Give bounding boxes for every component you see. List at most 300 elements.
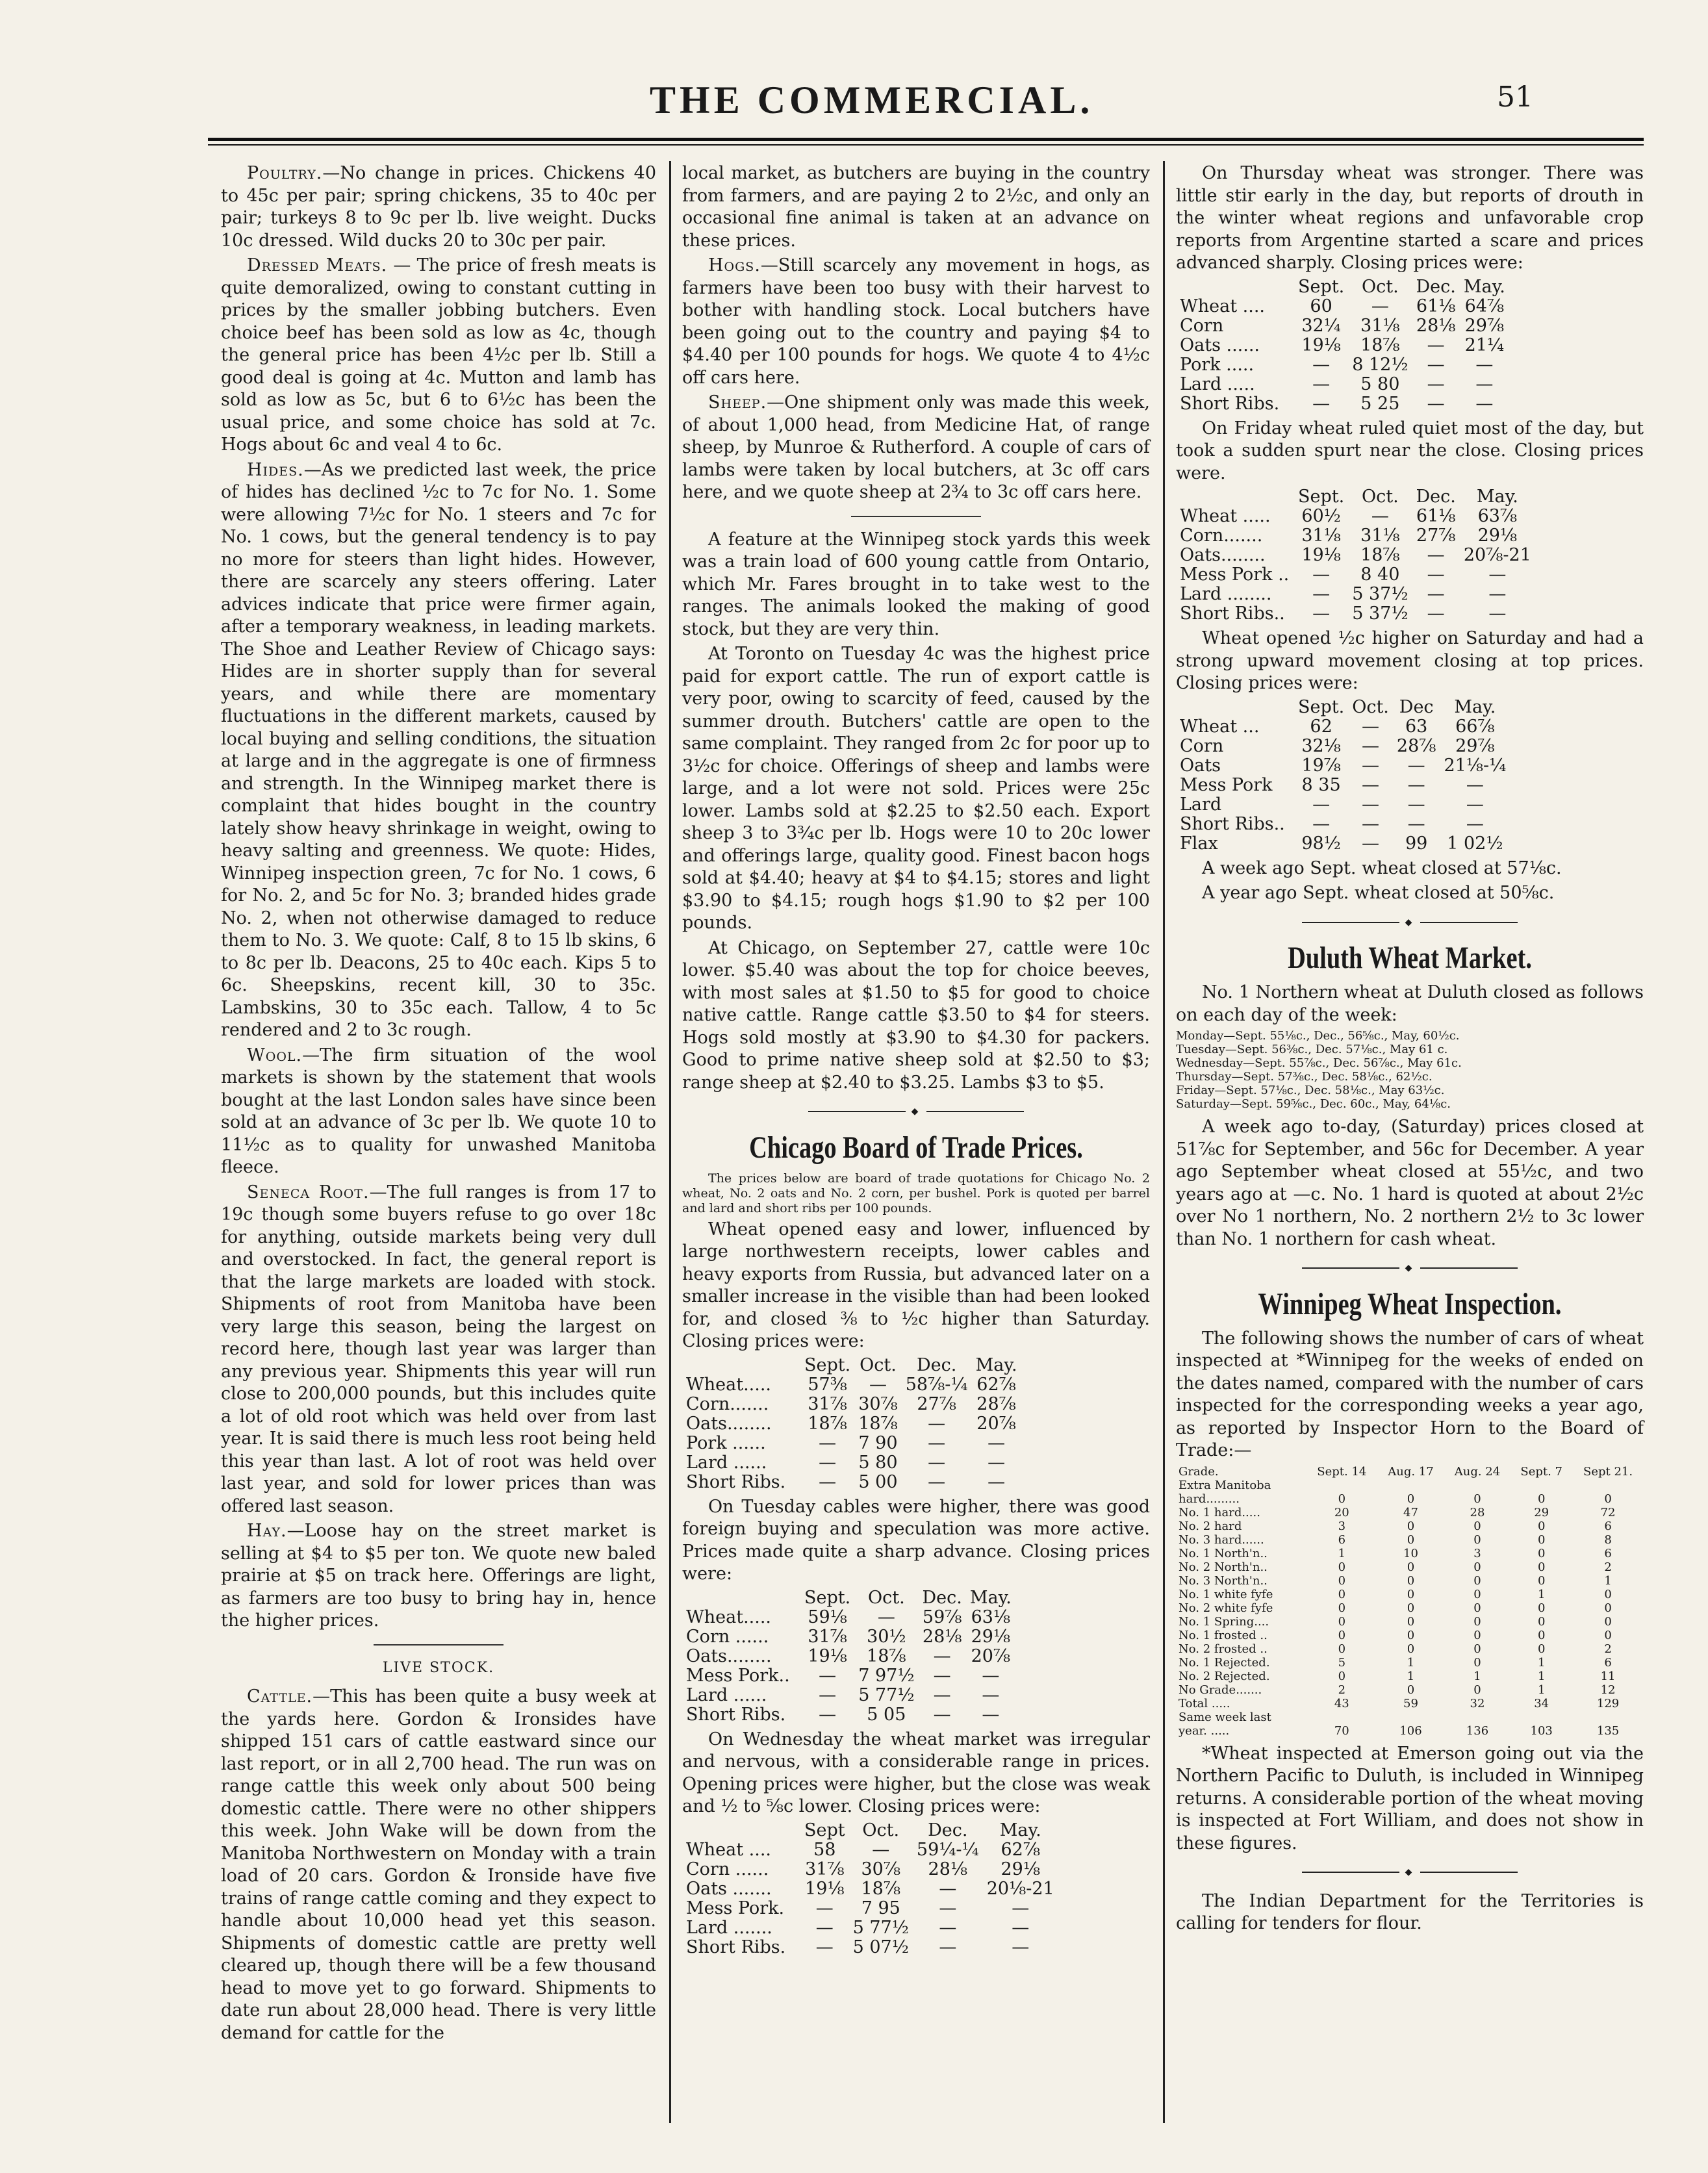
table-cell: — xyxy=(1362,716,1380,737)
table-cell: 0 xyxy=(1473,1492,1481,1506)
table-cell: 0 xyxy=(1338,1642,1346,1656)
table-cell: 30½ xyxy=(867,1626,906,1647)
table-cell: — xyxy=(1475,393,1494,414)
table-cell: 32¼ xyxy=(1301,315,1341,336)
table-cell xyxy=(1306,1710,1377,1724)
table-cell: 59 xyxy=(1403,1696,1418,1710)
table-cell: — xyxy=(819,1665,837,1686)
table-cell: 0 xyxy=(1604,1628,1612,1642)
wool-paragraph: Wool.—The firm situation of the wool markets is shown by the statement that wools bought at the last London sales have since been sold at an advance of 3c per lb. We quote 10 to 11½c as to quality for unwashed Manitoba fleece. xyxy=(221,1045,656,1177)
table-cell: — xyxy=(872,1839,890,1860)
table-cell: 106 xyxy=(1399,1723,1422,1738)
table-row xyxy=(1176,526,1535,546)
row-label: Corn....... xyxy=(686,1393,769,1414)
table-cell: 0 xyxy=(1473,1614,1481,1629)
row-label: Oats........ xyxy=(1180,545,1266,565)
table-cell: 2 xyxy=(1604,1560,1612,1574)
column-header: Oct. xyxy=(868,1587,905,1608)
table-cell: — xyxy=(1312,584,1331,604)
column-header: Oct. xyxy=(862,1820,900,1840)
duluth-day: Thursday—Sept. 57⅜c., Dec. 58⅛c., 62½c. xyxy=(1176,1070,1433,1084)
table-cell: — xyxy=(988,1471,1006,1492)
table-cell: 18⅞ xyxy=(1360,545,1400,565)
table-cell: 70 xyxy=(1334,1723,1349,1738)
table-cell: — xyxy=(939,1878,957,1899)
row-label: No. 3 North'n.. xyxy=(1179,1573,1268,1588)
table-cell: — xyxy=(1312,393,1331,414)
table-cell: 3 xyxy=(1338,1519,1346,1533)
row-label: Corn xyxy=(1180,315,1224,336)
row-label: No. 1 hard..... xyxy=(1179,1505,1260,1519)
row-label: Pork ..... xyxy=(1180,354,1255,375)
table-cell: 28⅛ xyxy=(922,1626,962,1647)
row-label: No. 3 hard...... xyxy=(1179,1532,1264,1547)
column-header: Oct. xyxy=(1362,487,1399,507)
table-cell: — xyxy=(982,1704,1000,1725)
column-header: Dec. xyxy=(916,1354,957,1375)
table-cell: 19⅞ xyxy=(1301,755,1341,776)
row-label: No. 1 white fyfe xyxy=(1179,1587,1273,1601)
table-cell: 32⅛ xyxy=(1301,735,1341,756)
table-cell: 29⅛ xyxy=(1001,1859,1040,1879)
table-row xyxy=(1176,1710,1644,1724)
table-cell: — xyxy=(1427,565,1445,585)
table-cell: 7 95 xyxy=(861,1898,900,1918)
table-cell: — xyxy=(1012,1917,1030,1938)
column-header: Oct. xyxy=(1352,696,1389,717)
column-header: May. xyxy=(975,1354,1017,1375)
table-cell: 59¼-¼ xyxy=(916,1839,979,1860)
table-row xyxy=(1176,1642,1644,1656)
table-cell: 1 xyxy=(1338,1546,1346,1560)
table-cell: 5 80 xyxy=(858,1452,898,1473)
thursday-paragraph: On Thursday wheat was stronger. There was little stir early in the day, but reports of drouth in the winter wheat regions and unfavorable crop reports from Argentine started a scare and prices advanced sharply. Closing prices were: xyxy=(1176,163,1644,273)
table-cell: 0 xyxy=(1338,1560,1346,1574)
row-label: Pork ...... xyxy=(686,1432,766,1453)
monday-paragraph: Wheat opened easy and lower, influenced by large northwestern receipts, lower cables and heavy exports from Russia, but advanced later on a smaller increase in the visible than had been looked for, and closed ⅜ to ½c higher than Saturday. Closing prices were: xyxy=(682,1219,1150,1351)
duluth-heading: Duluth Wheat Market. xyxy=(1288,941,1532,975)
column-header: Oct. xyxy=(860,1354,897,1375)
table-cell: 0 xyxy=(1537,1492,1546,1506)
table-cell: 5 37½ xyxy=(1352,604,1408,624)
table-cell: 0 xyxy=(1407,1628,1415,1642)
table-row xyxy=(1176,507,1535,526)
table-cell: — xyxy=(933,1646,951,1666)
seneca-root-paragraph: Seneca Root.—The full ranges is from 17 to 19c though some buyers refuse to go over 18c for anything, outside markets being very dull and overstocked. In fact, the general report is that the large markets are loaded with stock. Shipments of root from Manitoba have been very large this season, being the largest on record here, though last year was larger than any previous year. Shipments this year will run close to 200,000 pounds, but this includes quite a lot of old root which was held over from last year. It is said there is much less root being held this year than last. A lot of root was held over last year, and sold for lower prices than was offered last season. xyxy=(221,1182,656,1516)
table-cell: 0 xyxy=(1338,1573,1346,1588)
column-1 xyxy=(221,162,656,2047)
table-cell: 0 xyxy=(1537,1573,1546,1588)
table-cell: 19⅛ xyxy=(1301,545,1341,565)
table-row xyxy=(1176,717,1510,737)
column-header: Sept. xyxy=(1298,276,1345,297)
table-cell: 63⅛ xyxy=(971,1607,1011,1627)
duluth-paragraph: A week ago to-day, (Saturday) prices closed at 51⅞c for September, and 56c for December. A year ago September wheat closed at 55½c, and two years ago at —c. No. 1 hard is quoted at about 2½c over No 1 northern, No. 2 northern 2½ to 3c lower than No. 1 northern for cash wheat. xyxy=(1176,1117,1644,1249)
table-cell: 0 xyxy=(1338,1614,1346,1629)
table-row xyxy=(1176,1629,1644,1642)
table-cell: — xyxy=(1012,1937,1030,1957)
duluth-day: Monday—Sept. 55⅛c., Dec., 56⅝c., May, 60½c. xyxy=(1176,1029,1460,1043)
table-cell: 0 xyxy=(1407,1683,1415,1697)
column-header: Sept xyxy=(804,1820,845,1840)
table-cell: 63 xyxy=(1405,716,1428,737)
inspection-intro: The following shows the number of cars of wheat inspected at *Winnipeg for the weeks of ended on the dates named, compared with the number of cars inspected for the corresponding weeks a year ago, as reported by Inspector Horn to the Board of Trade:— xyxy=(1176,1328,1644,1460)
duluth-day: Wednesday—Sept. 55⅞c., Dec. 56⅞c., May 61c. xyxy=(1176,1056,1462,1070)
table-cell: — xyxy=(939,1917,957,1938)
table-cell: 18⅞ xyxy=(858,1413,898,1434)
wednesday-paragraph: On Wednesday the wheat market was irregular and nervous, with a considerable range in prices. Opening prices were higher, but the close was weak and ½ to ⅝c lower. Closing prices were: xyxy=(682,1729,1150,1816)
table-row xyxy=(1176,1697,1644,1710)
table-row xyxy=(682,1705,1015,1725)
column-header: Sept. xyxy=(1298,487,1345,507)
table-cell: 135 xyxy=(1596,1723,1620,1738)
chicago-note: The prices below are board of trade quotations for Chicago No. 2 wheat, No. 2 oats and No. 2 corn, per bushel. Pork is quoted per barrel and lard and short ribs per 100 pounds. xyxy=(682,1171,1150,1215)
table-cell: 29⅞ xyxy=(1464,315,1505,336)
table-cell: 0 xyxy=(1407,1532,1415,1547)
table-cell: — xyxy=(1407,813,1425,834)
table-cell: 0 xyxy=(1473,1655,1481,1670)
row-label: Mess Pork.. xyxy=(686,1665,790,1686)
table-cell: 0 xyxy=(1407,1642,1415,1656)
row-label: Short Ribs. xyxy=(686,1937,786,1957)
table-cell: — xyxy=(1371,296,1389,316)
table-cell xyxy=(1444,1710,1511,1724)
row-label: Wheat..... xyxy=(686,1607,771,1627)
table-row xyxy=(682,1473,1021,1492)
table-cell: 5 xyxy=(1338,1655,1346,1670)
table-cell: 18⅞ xyxy=(861,1878,901,1899)
table-cell: — xyxy=(819,1432,837,1453)
table-row xyxy=(682,1414,1021,1434)
table-row xyxy=(1176,546,1535,565)
column-divider-1 xyxy=(669,161,671,2123)
table-cell: 0 xyxy=(1338,1601,1346,1615)
table-cell: — xyxy=(1407,794,1425,815)
row-label: Wheat ... xyxy=(1180,716,1260,737)
table-cell: 59⅛ xyxy=(808,1607,847,1627)
wednesday-price-table xyxy=(682,1821,1058,1957)
column-header xyxy=(682,1821,800,1840)
table-cell: 20⅞-21 xyxy=(1463,545,1531,565)
table-cell: 30⅞ xyxy=(858,1393,898,1414)
table-cell: 59⅞ xyxy=(922,1607,962,1627)
column-header xyxy=(1176,487,1294,507)
column-header: Sept. xyxy=(804,1354,851,1375)
row-label: No. 1 North'n.. xyxy=(1179,1546,1268,1560)
column-header: May. xyxy=(1463,276,1505,297)
table-row xyxy=(1176,815,1510,834)
table-cell xyxy=(1572,1710,1644,1724)
table-header-row xyxy=(682,1356,1021,1375)
hay-paragraph: Hay.—Loose hay on the street market is selling at $4 to $5 per ton. We quote new baled prairie at $5 on track here. Offerings are light, as farmers are too busy to bring hay in, hence the higher prices. xyxy=(221,1521,656,1631)
row-label: Total ..... xyxy=(1179,1696,1230,1710)
table-cell: 29⅛ xyxy=(1477,526,1518,546)
table-cell: 18⅞ xyxy=(1360,335,1400,355)
row-label: Lard ...... xyxy=(686,1452,767,1473)
thursday-price-table xyxy=(1176,277,1509,414)
column-header: May. xyxy=(1454,696,1496,717)
table-cell: — xyxy=(1427,374,1445,394)
table-cell: — xyxy=(988,1432,1006,1453)
table-cell: 31⅞ xyxy=(808,1393,847,1414)
table-cell xyxy=(1510,1710,1572,1724)
column-header: Sept. 7 xyxy=(1520,1464,1562,1479)
table-cell: — xyxy=(1362,833,1380,854)
row-label: year. ..... xyxy=(1179,1723,1230,1738)
table-cell: 0 xyxy=(1473,1601,1481,1615)
ornament-divider: ◆ xyxy=(1176,911,1644,934)
table-cell: 30⅞ xyxy=(861,1859,901,1879)
table-cell: 61⅛ xyxy=(1416,506,1456,526)
table-cell: 62 xyxy=(1310,716,1332,737)
row-label: Oats ....... xyxy=(686,1878,772,1899)
table-row xyxy=(682,1666,1015,1686)
row-label: Oats xyxy=(1180,755,1221,776)
table-cell: 5 07½ xyxy=(852,1937,909,1957)
section-rule xyxy=(374,1644,503,1646)
table-cell: 0 xyxy=(1407,1614,1415,1629)
table-cell: 47 xyxy=(1403,1505,1418,1519)
table-cell: 28 xyxy=(1470,1505,1485,1519)
ornament-divider: ◆ xyxy=(1176,1861,1644,1884)
table-cell: 129 xyxy=(1596,1696,1620,1710)
table-cell: — xyxy=(1407,755,1425,776)
table-cell: — xyxy=(1407,774,1425,795)
row-label: Short Ribs.. xyxy=(1180,604,1285,624)
table-cell xyxy=(1510,1479,1572,1492)
table-cell: — xyxy=(982,1684,1000,1705)
section-rule xyxy=(851,516,981,517)
column-header: May. xyxy=(969,1587,1012,1608)
column-header: Oct. xyxy=(1362,276,1399,297)
table-header-row xyxy=(682,1588,1015,1608)
table-cell: — xyxy=(815,1898,834,1918)
table-cell: 62⅞ xyxy=(1001,1839,1040,1860)
table-cell: 28⅛ xyxy=(928,1859,968,1879)
table-cell: 0 xyxy=(1473,1587,1481,1601)
table-cell: — xyxy=(1362,735,1380,756)
table-cell: — xyxy=(877,1607,895,1627)
table-row xyxy=(1176,1615,1644,1629)
row-label: Lard ........ xyxy=(1180,584,1272,604)
table-row xyxy=(682,1608,1015,1627)
row-label: Short Ribs. xyxy=(686,1704,786,1725)
table-cell: 10 xyxy=(1403,1546,1418,1560)
table-cell: 0 xyxy=(1473,1628,1481,1642)
table-cell: 20⅞ xyxy=(971,1646,1011,1666)
row-label: Corn ...... xyxy=(686,1859,769,1879)
table-cell: 1 xyxy=(1407,1655,1415,1670)
monday-price-table xyxy=(682,1356,1021,1492)
table-cell: 1 xyxy=(1537,1669,1546,1683)
table-cell: 31⅛ xyxy=(1360,526,1400,546)
cattle-paragraph: Cattle.—This has been quite a busy week at the yards here. Gordon & Ironsides have shipped 151 cars of cattle eastward since our last report, or in all 2,700 head. The run was on range cattle this week only about 500 being domestic cattle. There were no other shippers this week. John Wake will be down from the Manitoba Northwestern on Monday with a train load of 20 cars. Gordon & Ironside have five trains of range cattle coming and they expect to handle about 10,000 head yet this season. Shipments of domestic cattle are pretty well cleared up, though there will be a few thousand head to move yet to go forward. Shipments to date run about 28,000 head. There is very little demand for cattle for the xyxy=(221,1686,656,2043)
column-header: May. xyxy=(999,1820,1041,1840)
row-label: No. 1 Rejected. xyxy=(1179,1655,1270,1670)
table-cell: 2 xyxy=(1338,1683,1346,1697)
table-row xyxy=(1176,834,1510,854)
table-cell: 1 02½ xyxy=(1447,833,1503,854)
table-cell: — xyxy=(1475,374,1494,394)
hogs-paragraph: Hogs.—Still scarcely any movement in hogs, as farmers have been too busy with their harvest to bother with handling stock. Local butchers have been going out to the country and paying $4 to $4.40 per 100 pounds for hogs. We quote 4 to 4½c off cars here. xyxy=(682,255,1150,388)
table-row xyxy=(1176,585,1535,604)
table-row xyxy=(1176,316,1509,336)
table-cell: — xyxy=(928,1413,946,1434)
tuesday-paragraph: On Tuesday cables were higher, there was good foreign buying and speculation was more active. Prices made quite a sharp advance. Closing prices were: xyxy=(682,1496,1150,1584)
table-cell: 8 35 xyxy=(1301,774,1341,795)
table-cell: 5 37½ xyxy=(1352,584,1408,604)
row-label: No. 2 hard xyxy=(1179,1519,1242,1533)
table-cell: — xyxy=(1012,1898,1030,1918)
table-row xyxy=(1176,1670,1644,1683)
table-cell: 5 77½ xyxy=(852,1917,909,1938)
table-cell: — xyxy=(1312,374,1331,394)
row-label: Extra Manitoba xyxy=(1179,1478,1271,1492)
table-cell: 0 xyxy=(1407,1519,1415,1533)
table-cell: 0 xyxy=(1338,1492,1346,1506)
table-row xyxy=(1176,756,1510,776)
table-row xyxy=(1176,1588,1644,1601)
duluth-day: Friday—Sept. 57⅛c., Dec. 58⅛c., May 63½c. xyxy=(1176,1084,1445,1097)
table-cell: 7 90 xyxy=(858,1432,898,1453)
table-row xyxy=(1176,1683,1644,1697)
chicago-cattle-paragraph: At Chicago, on September 27, cattle were 10c lower. $5.40 was about the top for choice beeves, with most sales at $1.50 to $5 for good to choice native cattle. Range cattle $3.50 to $4 for steers. Hogs sold mostly at $3.90 to $4.30 for packers. Good to prime native sheep sold at $2.50 to $3; range sheep at $2.40 to $3.25. Lambs $3 to $5. xyxy=(682,937,1150,1093)
friday-price-table xyxy=(1176,487,1535,624)
table-row xyxy=(1176,394,1509,414)
table-cell: 0 xyxy=(1473,1532,1481,1547)
table-cell: 11 xyxy=(1600,1669,1616,1683)
table-cell: 66⅞ xyxy=(1455,716,1495,737)
table-row xyxy=(1176,737,1510,756)
table-cell: — xyxy=(815,1937,834,1957)
table-cell: 6 xyxy=(1604,1655,1612,1670)
table-row xyxy=(1176,776,1510,795)
table-cell: 21¼ xyxy=(1464,335,1505,355)
table-cell: — xyxy=(1362,755,1380,776)
table-cell: — xyxy=(1427,604,1445,624)
chicago-board-heading: Chicago Board of Trade Prices. xyxy=(749,1130,1083,1165)
table-cell: 0 xyxy=(1473,1573,1481,1588)
table-cell xyxy=(1377,1479,1444,1492)
table-cell: 8 40 xyxy=(1360,565,1400,585)
page-number: 51 xyxy=(1497,81,1533,114)
column-header: Dec. xyxy=(922,1587,962,1608)
table-cell: — xyxy=(1362,794,1380,815)
table-cell: 12 xyxy=(1600,1683,1616,1697)
table-cell: 0 xyxy=(1473,1642,1481,1656)
table-cell: 99 xyxy=(1405,833,1428,854)
column-header xyxy=(682,1356,800,1375)
indian-department-notice: The Indian Department for the Territories is calling for tenders for flour. xyxy=(1176,1890,1644,1933)
column-header: Sept 21. xyxy=(1583,1464,1633,1479)
stock-yards-paragraph: A feature at the Winnipeg stock yards this week was a train load of 600 young cattle from Ontario, which Mr. Fares brought in to take west to the ranges. The animals looked the making of good stock, but they are very thin. xyxy=(682,529,1150,639)
table-cell: 0 xyxy=(1604,1601,1612,1615)
table-row xyxy=(682,1840,1058,1860)
table-cell: 28⅞ xyxy=(976,1393,1016,1414)
table-cell: — xyxy=(939,1937,957,1957)
dressed-meats-paragraph: Dressed Meats. — The price of fresh meats is quite demoralized, owing to constant cutting in prices by the smaller jobbing butchers. Even choice beef has been sold as low as 4c, though the general price has been 4½c per lb. Still a good deal is going at 4c. Mutton and lamb has sold as low as 5c, but 6 to 6½c has been the usual price, and some choice has sold at 7c. Hogs about 6c and veal 4 to 6c. xyxy=(221,255,656,455)
table-cell: 3 xyxy=(1473,1546,1481,1560)
table-cell: — xyxy=(1427,584,1445,604)
row-label: Short Ribs.. xyxy=(1180,813,1285,834)
table-cell: 0 xyxy=(1537,1628,1546,1642)
table-cell: 2 xyxy=(1604,1642,1612,1656)
table-cell: — xyxy=(1371,506,1389,526)
table-cell: 58⅞-¼ xyxy=(905,1374,968,1395)
row-label: Corn xyxy=(1180,735,1224,756)
table-cell: 0 xyxy=(1537,1601,1546,1615)
table-cell: — xyxy=(1466,774,1484,795)
table-cell: — xyxy=(933,1684,951,1705)
table-cell: 0 xyxy=(1537,1614,1546,1629)
table-cell: 19⅛ xyxy=(1301,335,1341,355)
year-ago-line: A year ago Sept. wheat closed at 50⅝c. xyxy=(1202,883,1555,903)
duluth-day: Tuesday—Sept. 56⅜c., Dec. 57⅛c., May 61 c. xyxy=(1176,1043,1448,1056)
table-cell: 6 xyxy=(1604,1546,1612,1560)
header-rule-thin xyxy=(208,144,1644,146)
row-label: Wheat .... xyxy=(686,1839,771,1860)
table-cell: — xyxy=(869,1374,887,1395)
table-cell: 1 xyxy=(1537,1683,1546,1697)
table-cell: — xyxy=(1466,813,1484,834)
table-row xyxy=(1176,1492,1644,1506)
table-cell: — xyxy=(928,1432,946,1453)
table-cell: 20⅛-21 xyxy=(986,1878,1054,1899)
table-row xyxy=(1176,1519,1644,1533)
masthead xyxy=(195,78,1533,130)
table-cell: — xyxy=(1312,354,1331,375)
table-cell: 20 xyxy=(1334,1505,1349,1519)
table-cell: — xyxy=(1475,354,1494,375)
table-cell xyxy=(1444,1479,1511,1492)
table-cell: — xyxy=(1488,565,1507,585)
table-cell: — xyxy=(1427,354,1445,375)
table-row xyxy=(682,1453,1021,1473)
table-cell: 27⅞ xyxy=(1416,526,1456,546)
table-cell: — xyxy=(819,1452,837,1473)
duluth-intro: No. 1 Northern wheat at Duluth closed as follows on each day of the week: xyxy=(1176,982,1644,1025)
table-cell: 5 00 xyxy=(858,1471,898,1492)
table-row xyxy=(682,1938,1058,1957)
table-row xyxy=(1176,565,1535,585)
table-cell: 60½ xyxy=(1301,506,1341,526)
friday-paragraph: On Friday wheat ruled quiet most of the day, but took a sudden spurt near the close. Closing prices were. xyxy=(1176,418,1644,483)
table-cell: — xyxy=(819,1684,837,1705)
table-cell: 43 xyxy=(1334,1696,1349,1710)
table-cell: — xyxy=(1466,794,1484,815)
saturday-paragraph: Wheat opened ½c higher on Saturday and had a strong upward movement closing at top prices. Closing prices were: xyxy=(1176,628,1644,693)
table-header-row xyxy=(1176,1465,1644,1479)
row-label: Flax xyxy=(1180,833,1218,854)
table-cell: 0 xyxy=(1604,1492,1612,1506)
table-cell: 0 xyxy=(1604,1587,1612,1601)
row-label: Corn ...... xyxy=(686,1626,769,1647)
table-cell: 63⅞ xyxy=(1477,506,1518,526)
table-cell: — xyxy=(1488,604,1507,624)
row-label: Oats........ xyxy=(686,1413,772,1434)
table-cell: — xyxy=(1312,565,1331,585)
table-cell: 62⅞ xyxy=(976,1374,1016,1395)
table-cell: 5 25 xyxy=(1360,393,1400,414)
row-label: Wheat .... xyxy=(1180,296,1265,316)
table-cell: 5 77½ xyxy=(858,1684,915,1705)
table-cell xyxy=(1377,1710,1444,1724)
table-row xyxy=(1176,1560,1644,1574)
row-label: No. 2 North'n.. xyxy=(1179,1560,1268,1574)
table-row xyxy=(682,1686,1015,1705)
table-cell: 28⅛ xyxy=(1416,315,1456,336)
column-header: Dec xyxy=(1399,696,1434,717)
